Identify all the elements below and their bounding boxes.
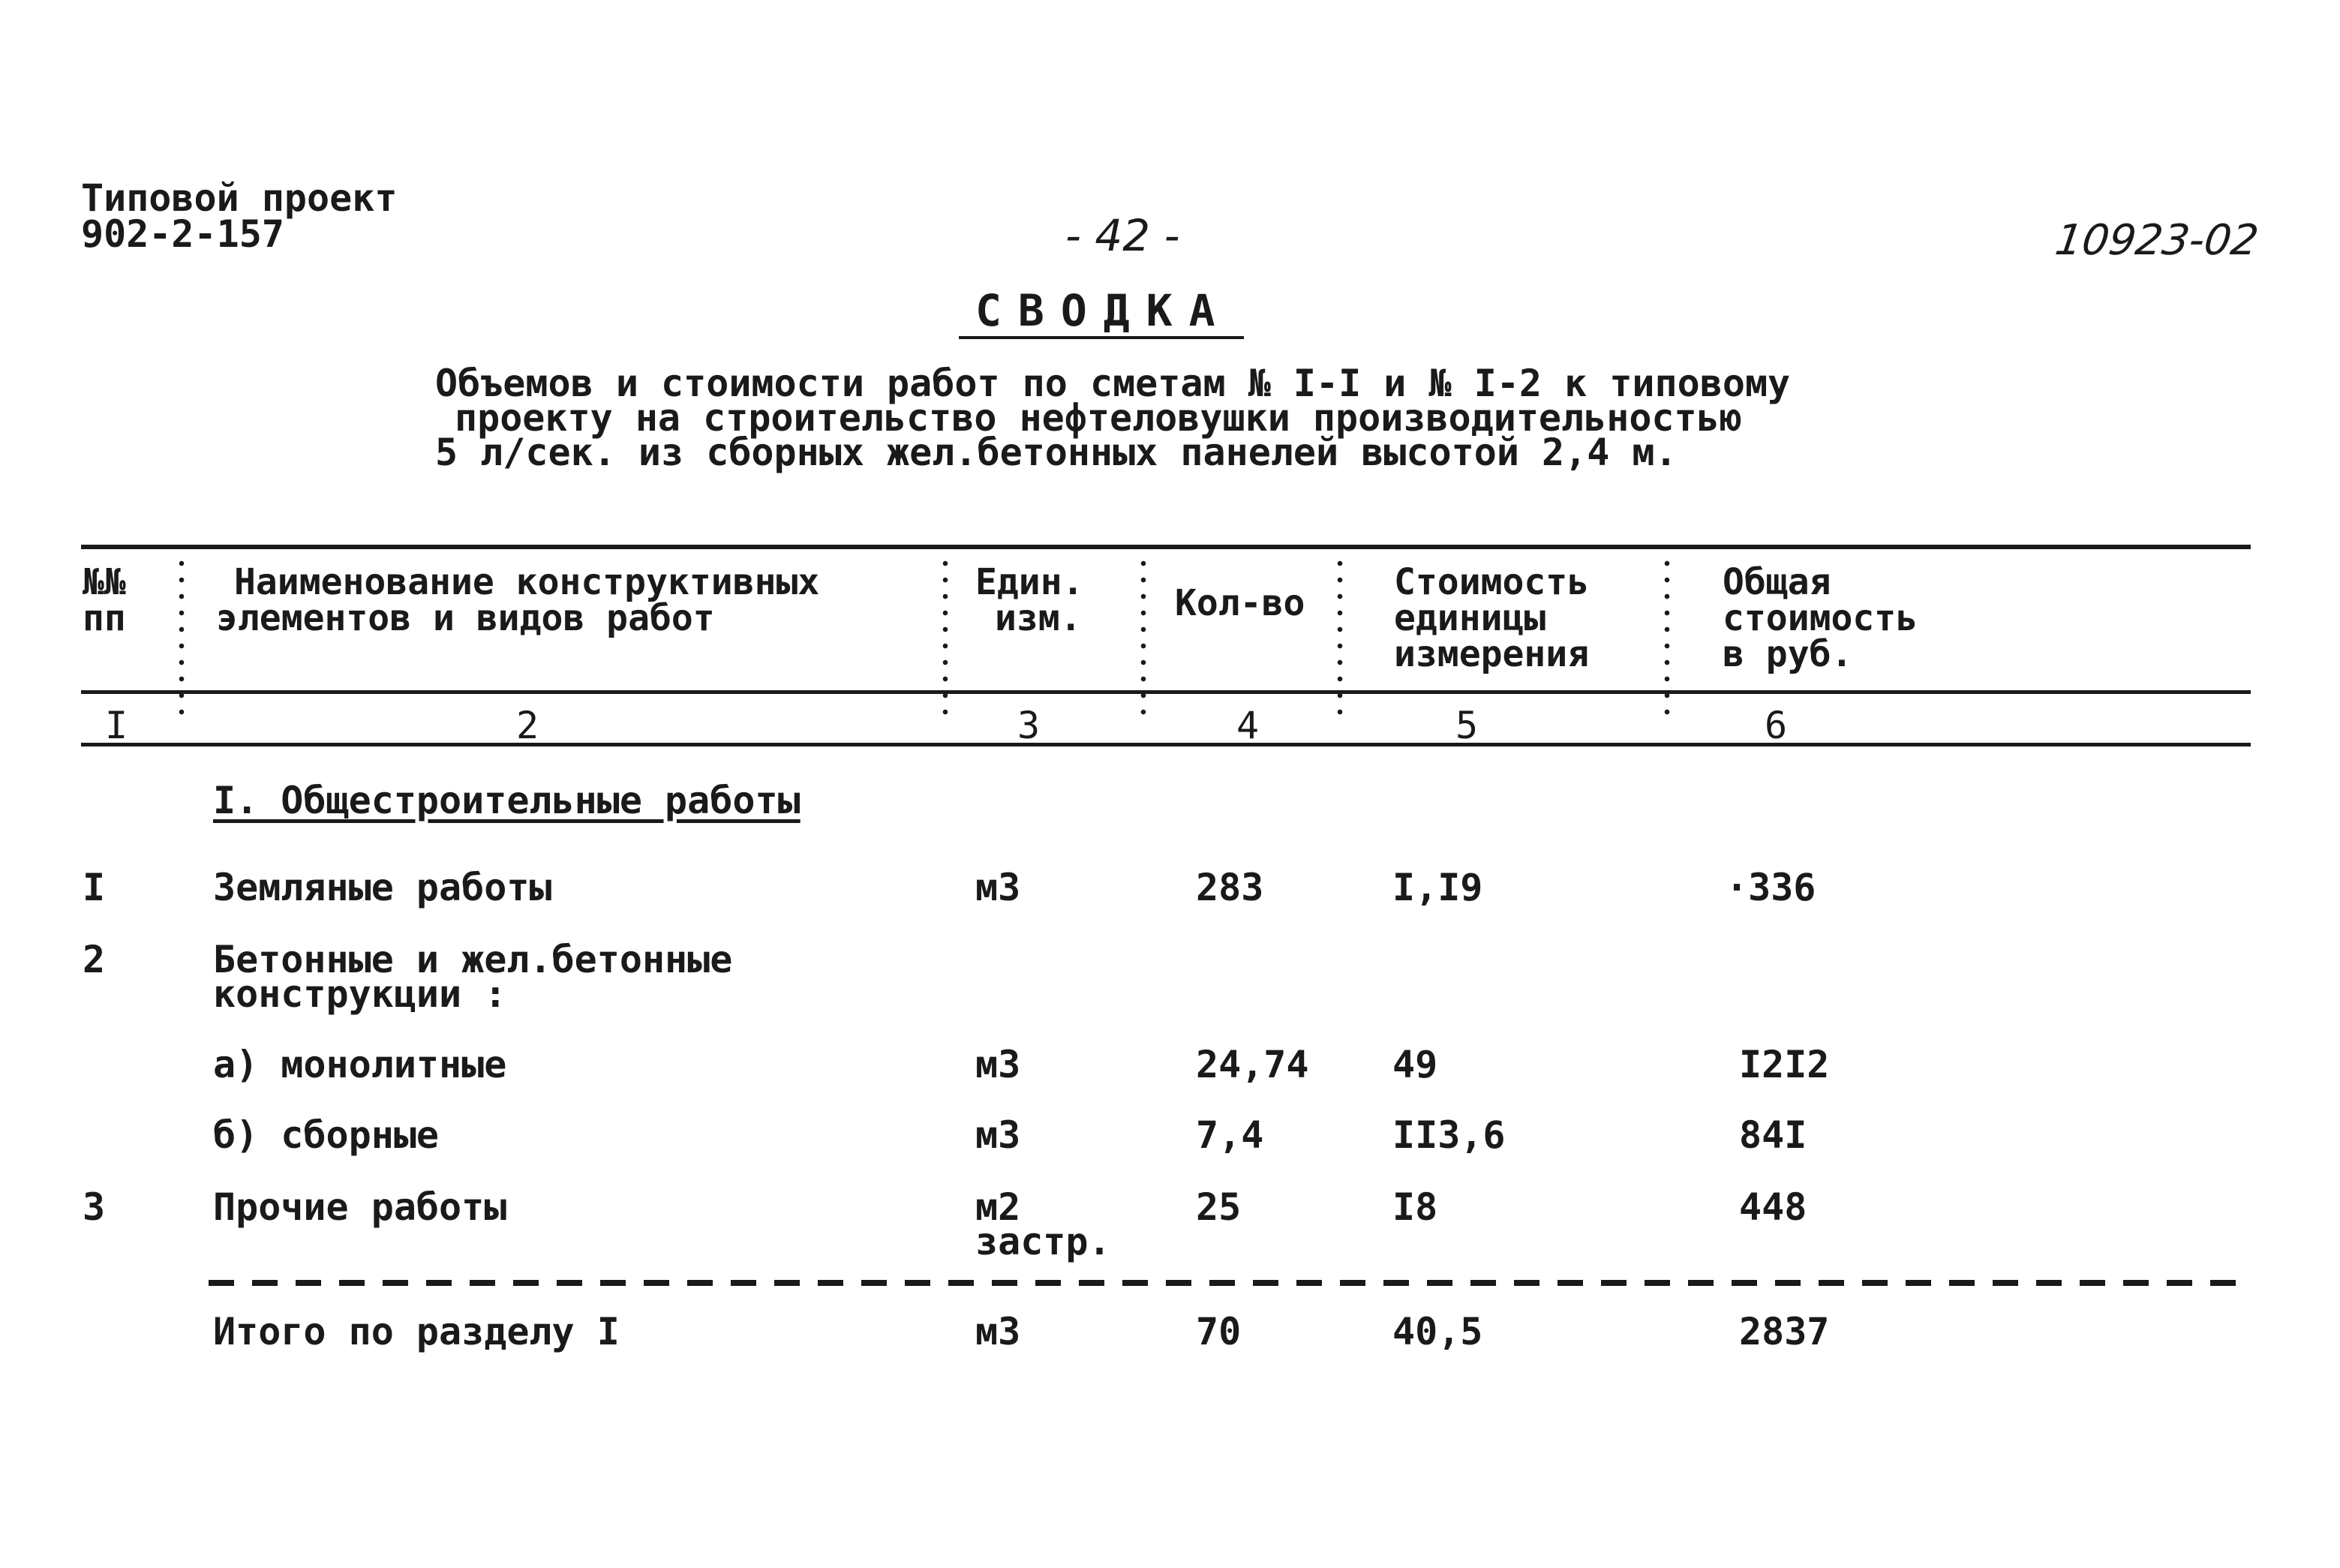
header-unit-line1: Един. [975, 561, 1084, 603]
total-row-name: Итого по разделу I [213, 1310, 620, 1353]
subtitle-line1: Объемов и стоимости работ по сметам № I-I и № I-2 к типовому [435, 362, 1791, 405]
column-number: 5 [1455, 704, 1479, 747]
row-unit [975, 1185, 1111, 1263]
row-unit: м3 [975, 1113, 1021, 1157]
column-separator [1140, 555, 1146, 722]
header-name-line2: элементов и видов работ [216, 597, 715, 639]
project-label-line1: Типовой проект [81, 176, 398, 220]
row-num: 3 [83, 1185, 106, 1229]
row-name [213, 938, 733, 1016]
row-name-line2: конструкции : [213, 972, 507, 1016]
row-name: Прочие работы [213, 1185, 507, 1229]
header-unit-cost-line3: измерения [1394, 633, 1590, 675]
column-separator [942, 555, 948, 722]
header-unit-line2: изм. [995, 597, 1082, 639]
total-row-quantity: 70 [1196, 1310, 1242, 1353]
row-quantity: 283 [1196, 866, 1264, 909]
row-unit-line1: м2 [975, 1185, 1021, 1229]
subtitle-line2: проекту на строительство нефтеловушки производительностью [455, 396, 1742, 440]
header-unit-cost-line1: Стоимость [1394, 561, 1590, 603]
header-name-line1: Наименование конструктивных [234, 561, 820, 603]
header-total-line2: стоимость [1723, 597, 1918, 639]
document-code: 10923-02 [2052, 216, 2262, 265]
header-total-cost [1723, 561, 1918, 675]
column-number: I [105, 704, 128, 747]
row-name: а) монолитные [213, 1043, 507, 1086]
row-num: I [83, 866, 106, 909]
header-total-line1: Общая [1723, 561, 1831, 603]
row-total: 448 [1739, 1185, 1807, 1229]
row-num: 2 [83, 938, 106, 981]
header-name [216, 561, 820, 639]
row-unit-line2: застр. [975, 1220, 1111, 1263]
row-unit: м3 [975, 866, 1021, 909]
table-column-number-rule [81, 743, 2251, 746]
row-unit-cost: I8 [1392, 1185, 1438, 1229]
page-number: - 42 - [1065, 210, 1180, 261]
document-subtitle [435, 362, 1791, 474]
project-label [81, 176, 398, 256]
header-quantity: Кол-во [1175, 582, 1305, 624]
row-total: 84I [1739, 1113, 1807, 1157]
row-unit-cost: II3,6 [1392, 1113, 1506, 1157]
header-unit-cost-line2: единицы [1394, 597, 1546, 639]
header-total-line3: в руб. [1723, 633, 1853, 675]
row-quantity: 7,4 [1196, 1113, 1264, 1157]
row-name: б) сборные [213, 1113, 440, 1157]
document-title: СВОДКА [975, 285, 1232, 336]
row-unit: м3 [975, 1043, 1021, 1086]
total-separator [209, 1280, 2249, 1286]
project-number: 902-2-157 [81, 212, 284, 256]
header-num [83, 561, 126, 639]
subtitle-line3: 5 л/сек. из сборных жел.бетонных панелей высотой 2,4 м. [435, 431, 1678, 474]
column-number: 2 [516, 704, 539, 747]
row-name: Земляные работы [213, 866, 552, 909]
header-unit [975, 561, 1084, 639]
header-unit-cost [1394, 561, 1590, 675]
table-header-rule [81, 690, 2251, 694]
row-unit-cost: 49 [1392, 1043, 1438, 1086]
header-num-line1: №№ [83, 561, 126, 603]
row-total: ·336 [1726, 866, 1816, 909]
section-title-text: I. Общестроительные работы [213, 779, 801, 822]
title-underline [959, 336, 1244, 339]
row-quantity: 25 [1196, 1185, 1242, 1229]
column-separator [1337, 555, 1343, 722]
header-num-line2: пп [83, 597, 126, 639]
column-number: 3 [1017, 704, 1041, 747]
row-name-line1: Бетонные и жел.бетонные [213, 938, 733, 981]
column-separator [1664, 555, 1670, 722]
row-quantity: 24,74 [1196, 1043, 1309, 1086]
column-number: 6 [1765, 704, 1788, 747]
row-total: I2I2 [1739, 1043, 1830, 1086]
total-row-total: 2837 [1739, 1310, 1830, 1353]
column-number: 4 [1236, 704, 1260, 747]
table-top-rule [81, 545, 2251, 549]
total-row-unit: м3 [975, 1310, 1021, 1353]
column-separator [179, 555, 185, 722]
total-row-unit-cost: 40,5 [1392, 1310, 1483, 1353]
row-unit-cost: I,I9 [1392, 866, 1483, 909]
section-title [213, 779, 801, 822]
